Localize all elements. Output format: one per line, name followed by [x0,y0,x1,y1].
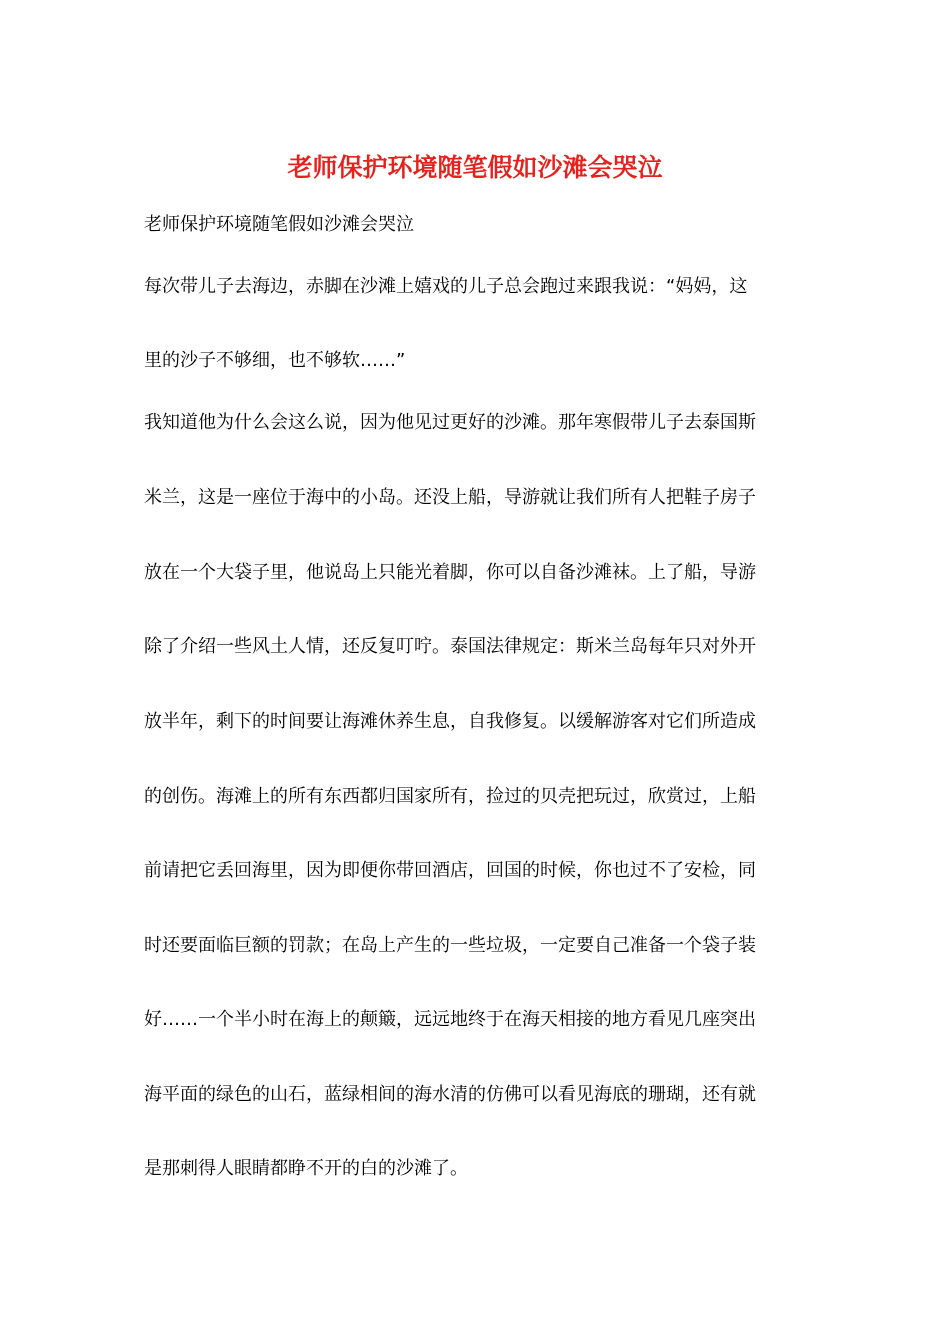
paragraph-line-3: 我知道他为什么会这么说，因为他见过更好的沙滩。那年寒假带儿子去泰国斯 [144,412,756,433]
document-subtitle: 老师保护环境随笔假如沙滩会哭泣 [144,214,414,235]
paragraph-line-11: 好……一个半小时在海上的颠簸，远远地终于在海天相接的地方看见几座突出 [144,1009,756,1030]
paragraph-line-7: 放半年，剩下的时间要让海滩休养生息，自我修复。以缓解游客对它们所造成 [144,711,756,732]
paragraph-line-10: 时还要面临巨额的罚款；在岛上产生的一些垃圾，一定要自己准备一个袋子装 [144,935,756,956]
document-title: 老师保护环境随笔假如沙滩会哭泣 [287,153,663,182]
paragraph-line-5: 放在一个大袋子里，他说岛上只能光着脚，你可以自备沙滩袜。上了船，导游 [144,562,756,583]
paragraph-line-9: 前请把它丢回海里，因为即便你带回酒店，回国的时候，你也过不了安检，同 [144,860,756,881]
paragraph-line-6: 除了介绍一些风土人情，还反复叮咛。泰国法律规定：斯米兰岛每年只对外开 [144,636,756,657]
paragraph-line-2: 里的沙子不够细，也不够软……” [144,350,406,371]
paragraph-line-4: 米兰，这是一座位于海中的小岛。还没上船，导游就让我们所有人把鞋子房子 [144,487,756,508]
paragraph-line-8: 的创伤。海滩上的所有东西都归国家所有，捡过的贝壳把玩过，欣赏过，上船 [144,786,756,807]
paragraph-line-12: 海平面的绿色的山石，蓝绿相间的海水清的仿佛可以看见海底的珊瑚，还有就 [144,1084,756,1105]
paragraph-line-1: 每次带儿子去海边，赤脚在沙滩上嬉戏的儿子总会跑过来跟我说：“妈妈，这 [144,276,748,297]
paragraph-line-13: 是那刺得人眼睛都睁不开的白的沙滩了。 [144,1158,468,1179]
